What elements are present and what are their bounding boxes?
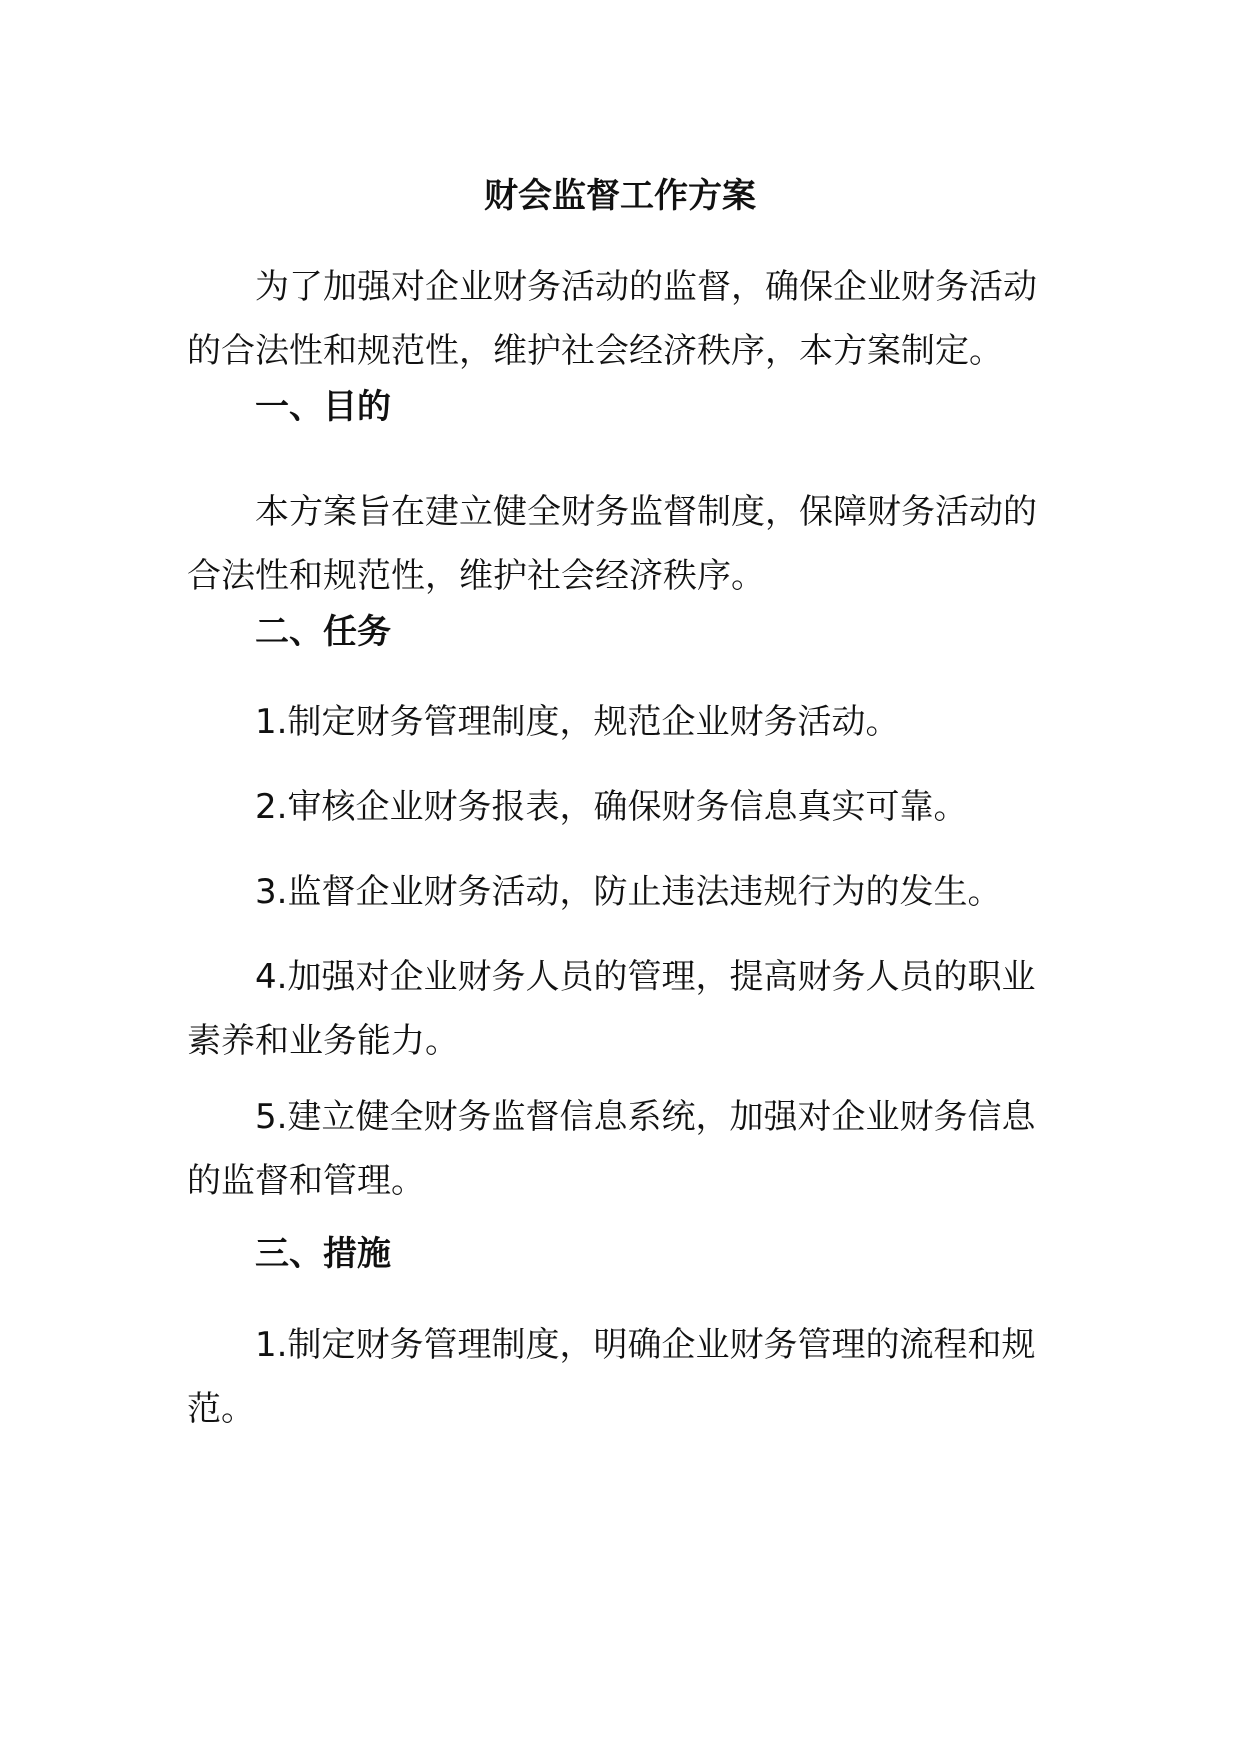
task-item-2: 2.审核企业财务报表，确保财务信息真实可靠。 — [255, 787, 968, 827]
task-item-4: 4.加强对企业财务人员的管理，提高财务人员的职业素养和业务能力。 — [187, 957, 1036, 1061]
intro-paragraph: 为了加强对企业财务活动的监督，确保企业财务活动的合法性和规范性，维护社会经济秩序，本方案制定。 — [187, 267, 1037, 371]
document-title: 财会监督工作方案 — [484, 176, 756, 216]
section-heading-purpose: 一、目的 — [255, 387, 391, 427]
task-item-5: 5.建立健全财务监督信息系统，加强对企业财务信息的监督和管理。 — [187, 1097, 1036, 1201]
task-item-3: 3.监督企业财务活动，防止违法违规行为的发生。 — [255, 872, 1002, 912]
measure-item-1: 1.制定财务管理制度，明确企业财务管理的流程和规范。 — [187, 1325, 1036, 1429]
section-heading-measures: 三、措施 — [255, 1234, 391, 1274]
section-heading-tasks: 二、任务 — [255, 612, 391, 652]
task-item-1: 1.制定财务管理制度，规范企业财务活动。 — [255, 702, 900, 742]
purpose-paragraph: 本方案旨在建立健全财务监督制度，保障财务活动的合法性和规范性，维护社会经济秩序。 — [187, 492, 1037, 596]
